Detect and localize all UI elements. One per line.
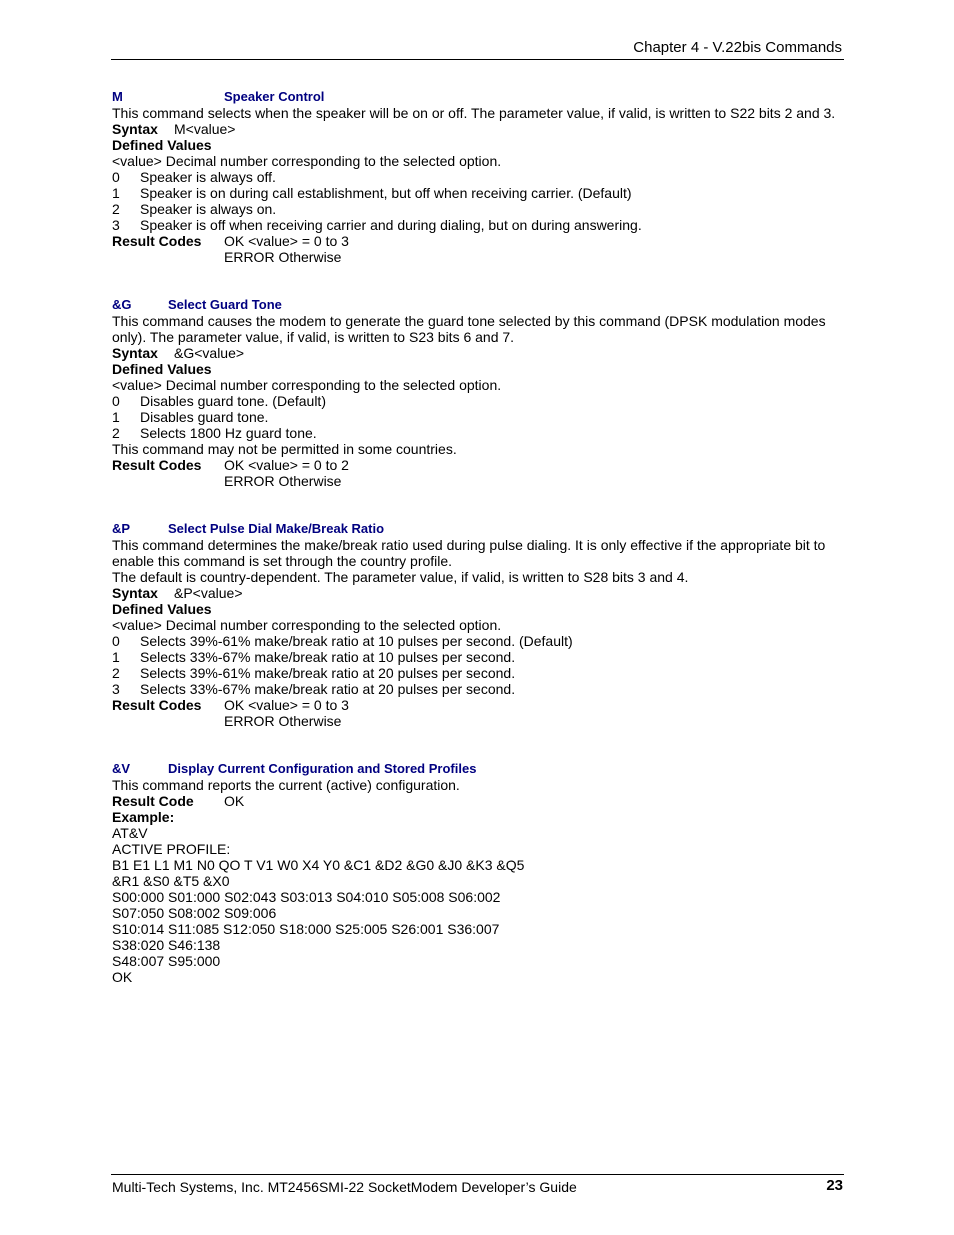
section-p: [112, 521, 847, 729]
option-item: [112, 681, 847, 697]
header-rule: [111, 59, 844, 60]
option-item: [112, 393, 847, 409]
syntax-line: [112, 121, 847, 137]
example-line: B1 E1 L1 M1 N0 QO T V1 W0 X4 Y0 &C1 &D2 &G0 &J0 &K3 &Q5: [112, 857, 525, 873]
page-header-title: Chapter 4 - V.22bis Commands: [633, 39, 842, 56]
example-line: AT&V: [112, 825, 148, 841]
result-codes-label: Result Codes: [112, 697, 202, 713]
command-title: Speaker Control: [224, 89, 325, 104]
section-heading: [112, 521, 847, 537]
option-number: 0: [112, 169, 120, 185]
option-text: Disables guard tone. (Default): [140, 393, 326, 409]
command-title: Select Pulse Dial Make/Break Ratio: [168, 521, 385, 536]
description: This command reports the current (active) configuration.: [112, 777, 460, 793]
result-ok: OK <value> = 0 to 3: [224, 697, 349, 713]
section-heading: [112, 297, 847, 313]
note: This command may not be permitted in some countries.: [112, 441, 457, 457]
result-error: ERROR Otherwise: [224, 713, 342, 729]
description: This command causes the modem to generate the guard tone selected by this command (DPSK modulation modes only). The parameter value, if valid, is written to S23 bits 6 and 7.: [112, 313, 826, 345]
syntax-label: Syntax: [112, 121, 158, 137]
defined-values-label: Defined Values: [112, 361, 212, 377]
option-number: 0: [112, 633, 120, 649]
description: This command determines the make/break ratio used during pulse dialing. It is only effective if the appropriate bit to enable this command is set through the country profile.: [112, 537, 826, 569]
result-ok: OK <value> = 0 to 2: [224, 457, 349, 473]
syntax-label: Syntax: [112, 345, 158, 361]
result-ok: OK: [224, 793, 245, 809]
example-line: S10:014 S11:085 S12:050 S18:000 S25:005 S26:001 S36:007: [112, 921, 500, 937]
example-line: &R1 &S0 &T5 &X0: [112, 873, 230, 889]
value-description: <value> Decimal number corresponding to the selected option.: [112, 377, 502, 393]
footer-rule: [111, 1174, 844, 1175]
option-text: Speaker is on during call establishment, but off when receiving carrier. (Default): [140, 185, 632, 201]
option-text: Selects 39%-61% make/break ratio at 20 pulses per second.: [140, 665, 516, 681]
option-item: [112, 409, 847, 425]
value-description: <value> Decimal number corresponding to the selected option.: [112, 617, 502, 633]
example-line: S48:007 S95:000: [112, 953, 221, 969]
syntax-label: Syntax: [112, 585, 158, 601]
option-number: 3: [112, 217, 120, 233]
option-text: Speaker is always on.: [140, 201, 277, 217]
option-item: [112, 169, 847, 185]
option-item: [112, 217, 847, 233]
option-number: 2: [112, 665, 120, 681]
defined-values-label: Defined Values: [112, 137, 212, 153]
syntax-line: [112, 585, 847, 601]
command-code: &P: [112, 521, 131, 536]
example-line: S38:020 S46:138: [112, 937, 221, 953]
description: This command selects when the speaker will be on or off. The parameter value, if valid, is written to S22 bits 2 and 3.: [112, 105, 836, 121]
result-codes-line: [112, 457, 847, 473]
result-code-label: Result Code: [112, 793, 194, 809]
example-line: S07:050 S08:002 S09:006: [112, 905, 277, 921]
option-item: [112, 649, 847, 665]
page-content: [112, 89, 847, 985]
option-number: 1: [112, 185, 120, 201]
section-g: [112, 297, 847, 489]
command-code: &V: [112, 761, 131, 776]
option-text: Selects 33%-67% make/break ratio at 10 pulses per second.: [140, 649, 516, 665]
syntax-line: [112, 345, 847, 361]
example-line: ACTIVE PROFILE:: [112, 841, 231, 857]
option-text: Disables guard tone.: [140, 409, 269, 425]
section-heading: [112, 761, 847, 777]
result-codes-line: [112, 697, 847, 713]
option-item: [112, 185, 847, 201]
result-codes-label: Result Codes: [112, 233, 202, 249]
footer-text: Multi-Tech Systems, Inc. MT2456SMI-22 SocketModem Developer’s Guide: [112, 1179, 577, 1195]
result-codes-label: Result Codes: [112, 457, 202, 473]
description-default: The default is country-dependent. The parameter value, if valid, is written to S28 bits 3 and 4.: [112, 569, 689, 585]
example-label: Example:: [112, 809, 175, 825]
option-item: [112, 425, 847, 441]
option-item: [112, 633, 847, 649]
option-text: Selects 39%-61% make/break ratio at 10 pulses per second. (Default): [140, 633, 573, 649]
section-v: [112, 761, 847, 985]
result-ok: OK <value> = 0 to 3: [224, 233, 349, 249]
value-description: <value> Decimal number corresponding to the selected option.: [112, 153, 502, 169]
syntax-value: &P<value>: [174, 585, 243, 601]
option-text: Selects 33%-67% make/break ratio at 20 pulses per second.: [140, 681, 516, 697]
command-title: Select Guard Tone: [168, 297, 282, 312]
option-number: 2: [112, 425, 120, 441]
option-number: 2: [112, 201, 120, 217]
option-text: Speaker is off when receiving carrier and during dialing, but on during answering.: [140, 217, 642, 233]
syntax-value: &G<value>: [174, 345, 245, 361]
option-text: Selects 1800 Hz guard tone.: [140, 425, 317, 441]
result-error: ERROR Otherwise: [224, 249, 342, 265]
page-number: 23: [826, 1177, 843, 1194]
defined-values-label: Defined Values: [112, 601, 212, 617]
result-code-line: [112, 793, 847, 809]
result-error: ERROR Otherwise: [224, 473, 342, 489]
example-line: S00:000 S01:000 S02:043 S03:013 S04:010 S05:008 S06:002: [112, 889, 501, 905]
option-item: [112, 201, 847, 217]
syntax-value: M<value>: [174, 121, 236, 137]
result-codes-line: [112, 233, 847, 249]
option-text: Speaker is always off.: [140, 169, 276, 185]
section-heading: [112, 89, 847, 105]
command-title: Display Current Configuration and Stored Profiles: [168, 761, 477, 776]
option-number: 0: [112, 393, 120, 409]
section-m: [112, 89, 847, 265]
option-number: 1: [112, 409, 120, 425]
example-line: OK: [112, 969, 133, 985]
command-code: M: [112, 89, 123, 104]
option-item: [112, 665, 847, 681]
option-number: 1: [112, 649, 120, 665]
option-number: 3: [112, 681, 120, 697]
command-code: &G: [112, 297, 132, 312]
